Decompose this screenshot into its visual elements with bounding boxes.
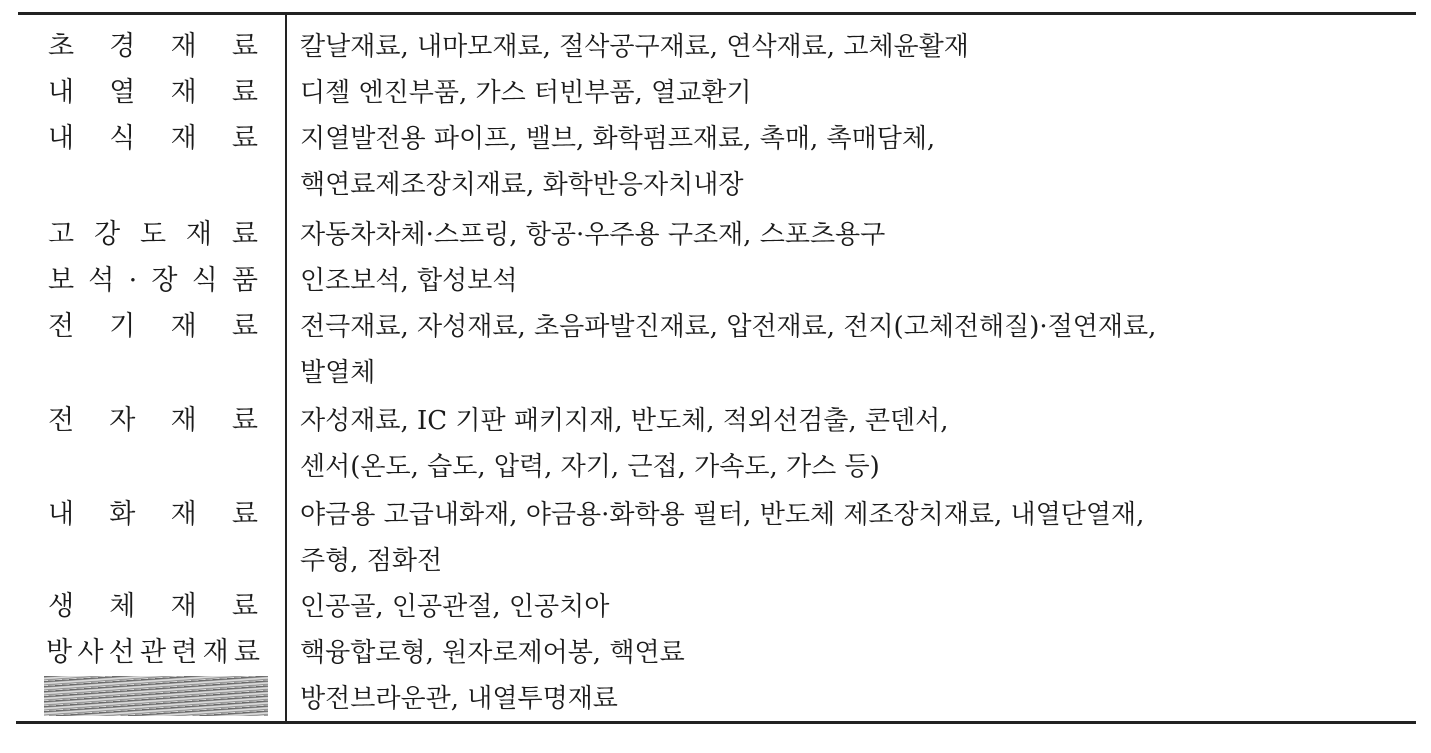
category-char: 고 bbox=[48, 219, 75, 250]
uses-text: 야금용 고급내화재, 야금용·화학용 필터, 반도체 제조장치재료, 내열단열재, bbox=[300, 500, 1145, 530]
uses-text: 방전브라운관, 내열투명재료 bbox=[300, 684, 618, 714]
uses-cell bbox=[300, 630, 1410, 676]
category-char: 료 bbox=[231, 591, 258, 622]
uses-text: 인조보석, 합성보석 bbox=[300, 266, 518, 296]
uses-cell bbox=[300, 212, 1410, 258]
category-char: 료 bbox=[231, 311, 258, 342]
category-char: 재 bbox=[170, 311, 197, 342]
category-char: 료 bbox=[231, 405, 258, 436]
category-char: 재 bbox=[170, 405, 197, 436]
uses-text: 칼날재료, 내마모재료, 절삭공구재료, 연삭재료, 고체윤활재 bbox=[300, 32, 969, 62]
category-char: 품 bbox=[231, 265, 258, 296]
category-char: 료 bbox=[231, 219, 258, 250]
category-char: 재 bbox=[202, 637, 229, 668]
uses-text: 센서(온도, 습도, 압력, 자기, 근접, 가속도, 가스 등) bbox=[300, 452, 880, 482]
table-top-rule bbox=[18, 12, 1416, 15]
uses-text: 핵융합로형, 원자로제어봉, 핵연료 bbox=[300, 638, 685, 668]
uses-text: 전극재료, 자성재료, 초음파발진재료, 압전재료, 전지(고체전해질)·절연재료, bbox=[300, 312, 1157, 342]
category-char: 도 bbox=[139, 219, 167, 250]
category-cell bbox=[48, 258, 258, 304]
category-cell bbox=[48, 70, 258, 116]
category-char: 기 bbox=[109, 311, 136, 342]
category-char: 재 bbox=[170, 499, 197, 530]
uses-text: 지열발전용 파이프, 밸브, 화학펌프재료, 촉매, 촉매담체, bbox=[300, 124, 936, 154]
uses-text: 핵연료제조장치재료, 화학반응자치내장 bbox=[300, 170, 744, 200]
uses-text: 인공골, 인공관절, 인공치아 bbox=[300, 592, 610, 622]
category-char: 석 bbox=[88, 265, 115, 296]
category-char: 료 bbox=[231, 123, 258, 154]
category-cell bbox=[48, 24, 258, 70]
category-char: 재 bbox=[170, 591, 197, 622]
uses-text: 자성재료, IC 기판 패키지재, 반도체, 적외선검출, 콘덴서, bbox=[300, 406, 949, 436]
category-char: 화 bbox=[109, 499, 136, 530]
category-char: 선 bbox=[108, 637, 135, 668]
category-char: 장 bbox=[151, 265, 178, 296]
category-char: 료 bbox=[233, 637, 260, 668]
uses-cell bbox=[300, 492, 1410, 584]
category-char: 보 bbox=[48, 265, 75, 296]
uses-text: 자동차차체·스프링, 항공·우주용 구조재, 스포츠용구 bbox=[300, 220, 886, 250]
category-char: 방 bbox=[46, 637, 73, 668]
uses-cell bbox=[300, 304, 1410, 396]
category-cell bbox=[48, 584, 258, 630]
category-char: 료 bbox=[231, 31, 258, 62]
category-char: 내 bbox=[48, 123, 75, 154]
uses-text: 주형, 점화전 bbox=[300, 546, 443, 576]
uses-text: 발열체 bbox=[300, 358, 376, 388]
table-bottom-rule bbox=[16, 721, 1416, 724]
category-char: 자 bbox=[109, 405, 136, 436]
category-cell bbox=[48, 212, 258, 258]
category-char: 내 bbox=[48, 499, 75, 530]
category-char: 초 bbox=[48, 31, 75, 62]
category-char: 료 bbox=[231, 499, 258, 530]
category-cell bbox=[48, 116, 258, 162]
category-char: 내 bbox=[48, 77, 75, 108]
category-char: 식 bbox=[109, 123, 136, 154]
category-char: 열 bbox=[109, 77, 136, 108]
category-char: 전 bbox=[48, 405, 75, 436]
category-char: 경 bbox=[109, 31, 136, 62]
category-char: 체 bbox=[109, 591, 136, 622]
uses-cell bbox=[300, 258, 1410, 304]
category-char: · bbox=[128, 265, 138, 296]
category-char: 료 bbox=[231, 77, 258, 108]
category-char: 련 bbox=[171, 637, 198, 668]
category-cell bbox=[48, 304, 258, 350]
category-cell bbox=[48, 492, 258, 538]
category-cell bbox=[46, 630, 260, 676]
uses-cell bbox=[300, 676, 1410, 722]
category-char: 재 bbox=[170, 31, 197, 62]
uses-cell bbox=[300, 24, 1410, 70]
category-cell bbox=[48, 398, 258, 444]
uses-cell bbox=[300, 398, 1410, 490]
category-char: 관 bbox=[139, 637, 167, 668]
obscured-category-mark bbox=[44, 676, 268, 716]
category-char: 생 bbox=[48, 591, 75, 622]
uses-cell bbox=[300, 584, 1410, 630]
category-char: 재 bbox=[170, 123, 197, 154]
category-char: 재 bbox=[170, 77, 197, 108]
uses-text: 디젤 엔진부품, 가스 터빈부품, 열교환기 bbox=[300, 78, 752, 108]
category-char: 전 bbox=[48, 311, 75, 342]
category-char: 사 bbox=[77, 637, 104, 668]
uses-cell bbox=[300, 70, 1410, 116]
uses-cell bbox=[300, 116, 1410, 208]
column-divider bbox=[285, 15, 287, 721]
category-char: 강 bbox=[93, 219, 121, 250]
category-char: 재 bbox=[185, 219, 212, 250]
category-char: 식 bbox=[191, 265, 218, 296]
